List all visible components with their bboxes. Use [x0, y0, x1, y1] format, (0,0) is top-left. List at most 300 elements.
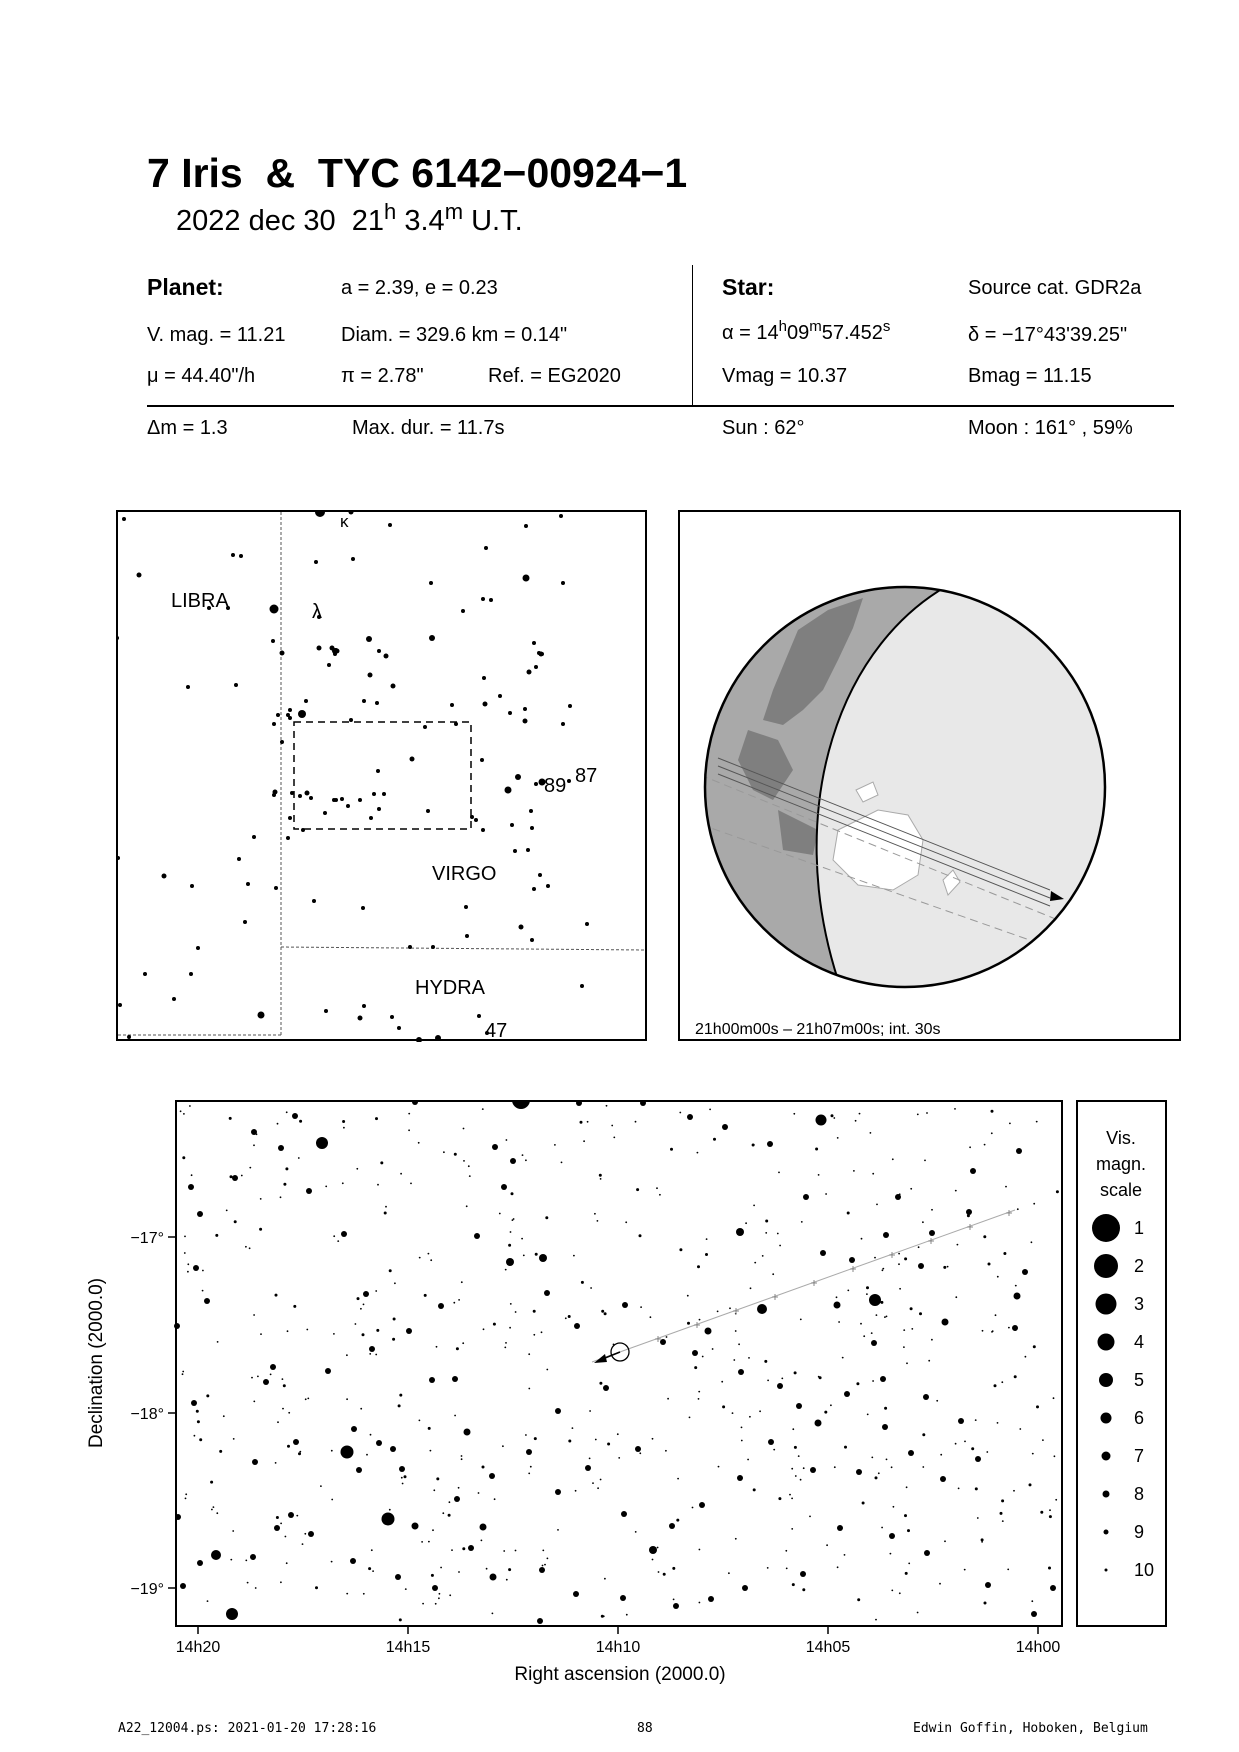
detail-star-faint: [911, 1328, 913, 1330]
detail-star: [480, 1524, 487, 1531]
detail-star-faint: [836, 1296, 838, 1298]
detail-star: [175, 1514, 181, 1520]
detail-star-faint: [185, 1498, 187, 1500]
detail-star-faint: [826, 1544, 828, 1546]
detail-star: [742, 1585, 748, 1591]
legend-dot-mag-8: [1103, 1491, 1110, 1498]
detail-star-faint: [673, 1599, 675, 1601]
detail-star-faint: [747, 1459, 749, 1461]
detail-star: [429, 1377, 435, 1383]
detail-star-faint: [856, 1382, 859, 1385]
detail-star-faint: [521, 1238, 523, 1240]
detail-star-faint: [421, 1541, 423, 1543]
detail-star-faint: [393, 1318, 396, 1321]
detail-star-faint: [967, 1214, 970, 1217]
detail-star-faint: [971, 1447, 974, 1450]
detail-star-faint: [876, 1204, 878, 1206]
detail-star: [800, 1571, 806, 1577]
detail-star-faint: [590, 1287, 592, 1289]
detail-star: [699, 1502, 705, 1508]
detail-star-faint: [981, 1541, 983, 1543]
finder-star: [429, 635, 435, 641]
finder-star: [237, 857, 241, 861]
detail-star-faint: [992, 1330, 994, 1332]
detail-star-faint: [276, 1516, 279, 1519]
detail-star-faint: [908, 1563, 910, 1565]
detail-star-faint: [557, 1529, 559, 1531]
detail-star-faint: [729, 1307, 731, 1309]
detail-star-faint: [670, 1148, 673, 1151]
finder-star: [239, 554, 243, 558]
max-duration: Max. dur. = 11.7s: [352, 417, 505, 439]
detail-star: [692, 1350, 698, 1356]
finder-star: [382, 792, 386, 796]
detail-star-faint: [1054, 1455, 1056, 1457]
detail-star: [306, 1188, 312, 1194]
detail-star-faint: [785, 1550, 787, 1552]
detail-star-faint: [580, 1121, 583, 1124]
finder-star: [280, 740, 284, 744]
finder-star: [324, 1009, 328, 1013]
detail-star-faint: [462, 1342, 464, 1344]
detail-star-faint: [494, 1498, 496, 1500]
detail-star-faint: [503, 1550, 505, 1552]
detail-star-faint: [436, 1346, 438, 1348]
detail-star: [489, 1473, 495, 1479]
detail-star-faint: [331, 1561, 333, 1563]
finder-star: [559, 514, 563, 518]
detail-star-faint: [502, 1445, 504, 1447]
event-date: 2022 dec 30: [176, 205, 336, 237]
detail-star-faint: [792, 1428, 794, 1430]
finder-star: [333, 652, 337, 656]
detail-star-faint: [482, 1466, 485, 1469]
finder-star: [361, 906, 365, 910]
detail-star-faint: [523, 1255, 525, 1257]
detail-star-faint: [926, 1112, 928, 1114]
detail-star-faint: [604, 1578, 606, 1580]
detail-star: [191, 1400, 197, 1406]
finder-star: [523, 719, 528, 724]
detail-star-faint: [677, 1478, 679, 1480]
detail-star: [708, 1596, 714, 1602]
detail-star-faint: [362, 1333, 365, 1336]
detail-star-faint: [867, 1414, 869, 1416]
detail-star: [687, 1114, 693, 1120]
legend-dot-mag-5: [1099, 1373, 1113, 1387]
detail-star-faint: [1031, 1600, 1033, 1602]
finder-star: [527, 670, 532, 675]
detail-star-faint: [1048, 1567, 1051, 1570]
detail-star-faint: [468, 1165, 470, 1167]
detail-star-faint: [745, 1222, 747, 1224]
detail-star-faint: [233, 1438, 235, 1440]
detail-star-faint: [187, 1263, 189, 1265]
detail-star-faint: [924, 1160, 926, 1162]
detail-star-faint: [659, 1194, 661, 1196]
detail-star-faint: [207, 1600, 209, 1602]
detail-star-faint: [1001, 1381, 1003, 1383]
detail-star-faint: [815, 1148, 818, 1151]
detail-star-faint: [461, 1458, 463, 1460]
detail-star-faint: [463, 1128, 465, 1130]
detail-star-faint: [522, 1154, 524, 1156]
detail-star: [252, 1459, 258, 1465]
finder-star: [312, 899, 316, 903]
detail-star-faint: [906, 1362, 908, 1364]
detail-star-faint: [260, 1333, 262, 1335]
detail-star: [250, 1554, 256, 1560]
detail-star-faint: [375, 1354, 377, 1356]
detail-star-faint: [944, 1540, 946, 1542]
detail-star-faint: [818, 1174, 820, 1176]
finder-star: [408, 945, 412, 949]
detail-star: [622, 1302, 628, 1308]
detail-star: [882, 1424, 888, 1430]
detail-star-faint: [997, 1276, 999, 1278]
detail-star: [263, 1379, 269, 1385]
finder-star: [585, 922, 589, 926]
detail-star-faint: [794, 1371, 797, 1374]
detail-star-faint: [599, 1382, 602, 1385]
detail-star-faint: [789, 1494, 791, 1496]
finder-star: [561, 722, 565, 726]
detail-star: [211, 1550, 221, 1560]
detail-star-faint: [282, 1408, 284, 1410]
detail-star-faint: [1036, 1405, 1039, 1408]
detail-star: [341, 1231, 347, 1237]
detail-star-faint: [298, 1157, 300, 1159]
time-suffix: U.T.: [471, 205, 523, 237]
detail-star: [918, 1263, 924, 1269]
detail-star-faint: [809, 1516, 811, 1518]
detail-star-faint: [765, 1220, 768, 1223]
detail-star-faint: [983, 1235, 986, 1238]
finder-star: [349, 718, 353, 722]
detail-star-faint: [762, 1255, 764, 1257]
detail-star-faint: [469, 1175, 471, 1177]
detail-star-faint: [964, 1569, 966, 1571]
detail-star-faint: [277, 1123, 279, 1125]
finder-star: [377, 649, 381, 653]
detail-star-faint: [792, 1583, 795, 1586]
detail-star-faint: [767, 1380, 769, 1382]
detail-star-faint: [882, 1269, 884, 1271]
detail-star-faint: [182, 1156, 185, 1159]
detail-star-faint: [699, 1549, 701, 1551]
detail-star-faint: [342, 1120, 345, 1123]
finder-star: [538, 873, 542, 877]
planet-motion: μ = 44.40"/h: [147, 365, 256, 387]
detail-star: [620, 1595, 626, 1601]
legend-title-line-2: magn.: [1095, 1154, 1147, 1174]
detail-star-faint: [428, 1427, 431, 1430]
detail-star-faint: [800, 1319, 802, 1321]
star-label-kappa: κ: [340, 512, 349, 531]
detail-star-faint: [881, 1527, 883, 1529]
detail-star-faint: [389, 1269, 392, 1272]
detail-star-faint: [663, 1573, 666, 1576]
legend-label-mag-5: 5: [1134, 1370, 1145, 1390]
detail-star-faint: [847, 1290, 849, 1292]
detail-star-faint: [545, 1216, 548, 1219]
detail-star-faint: [357, 1297, 360, 1300]
detail-star-faint: [183, 1113, 185, 1115]
detail-star: [1022, 1269, 1028, 1275]
detail-star-faint: [433, 1489, 435, 1491]
detail-star-faint: [863, 1335, 865, 1337]
detail-star-faint: [184, 1236, 186, 1238]
detail-star-faint: [215, 1234, 218, 1237]
detail-star-faint: [706, 1238, 708, 1240]
detail-star-faint: [182, 1371, 184, 1373]
detail-star-faint: [689, 1417, 691, 1419]
detail-star-faint: [899, 1592, 901, 1594]
detail-star: [452, 1376, 458, 1382]
finder-star: [523, 575, 530, 582]
detail-star-faint: [466, 1205, 468, 1207]
detail-star: [660, 1339, 666, 1345]
detail-star-faint: [697, 1152, 699, 1154]
detail-star-faint: [230, 1175, 233, 1178]
detail-star: [640, 1100, 646, 1106]
detail-star-faint: [458, 1487, 460, 1489]
detail-star: [975, 1456, 981, 1462]
detail-star-faint: [676, 1519, 679, 1522]
detail-star-faint: [435, 1603, 437, 1605]
detail-star-faint: [1001, 1499, 1004, 1502]
finder-star: [271, 639, 275, 643]
detail-star-faint: [947, 1266, 949, 1268]
detail-star-faint: [226, 1210, 228, 1212]
detail-star-faint: [325, 1186, 327, 1188]
detail-star-faint: [430, 1259, 432, 1261]
detail-star-faint: [293, 1305, 296, 1308]
detail-star-faint: [910, 1307, 913, 1310]
detail-star-faint: [530, 1466, 532, 1468]
finder-star: [122, 517, 126, 521]
x-axis-label: Right ascension (2000.0): [514, 1664, 726, 1685]
detail-star: [908, 1450, 914, 1456]
detail-star-faint: [857, 1598, 860, 1601]
detail-star-faint: [385, 1206, 387, 1208]
detail-star-faint: [392, 1338, 395, 1341]
detail-star-faint: [954, 1108, 956, 1110]
star-vmag: Vmag = 10.37: [722, 365, 848, 387]
constellation-libra: LIBRA: [171, 590, 229, 612]
detail-star-faint: [461, 1281, 463, 1283]
planet-orbit: a = 2.39, e = 0.23: [341, 277, 498, 299]
detail-star-faint: [886, 1459, 888, 1461]
star-label: Star:: [722, 274, 775, 300]
detail-star-faint: [360, 1408, 362, 1410]
detail-star-faint: [432, 1529, 434, 1531]
moon-info: Moon : 161° , 59%: [968, 417, 1133, 439]
constellation-hydra: HYDRA: [415, 977, 486, 999]
table-divider-horizontal: [147, 405, 1174, 407]
detail-star-faint: [1019, 1428, 1021, 1430]
detail-star-faint: [635, 1121, 637, 1123]
detail-star-faint: [712, 1348, 714, 1350]
finder-star: [305, 791, 310, 796]
detail-star-faint: [886, 1427, 888, 1429]
detail-star-faint: [607, 1443, 610, 1446]
detail-star: [351, 1426, 357, 1432]
detail-star-faint: [505, 1342, 507, 1344]
detail-star-faint: [280, 1523, 282, 1525]
detail-star-faint: [800, 1479, 802, 1481]
detail-star-faint: [375, 1117, 378, 1120]
detail-star-faint: [1036, 1121, 1038, 1123]
detail-star-faint: [791, 1498, 793, 1500]
page-title: 7 Iris & TYC 6142−00924−1: [147, 150, 688, 196]
detail-star-faint: [499, 1213, 501, 1215]
detail-star: [673, 1603, 679, 1609]
detail-star: [278, 1145, 284, 1151]
finder-star: [369, 816, 373, 820]
detail-star-faint: [1025, 1356, 1027, 1358]
detail-star-faint: [697, 1265, 700, 1268]
y-tick-18: −18°: [130, 1406, 164, 1423]
detail-star-faint: [777, 1233, 779, 1235]
legend-dot-mag-10: [1105, 1569, 1108, 1572]
finder-star: [388, 523, 392, 527]
finder-star: [390, 1015, 394, 1019]
detail-star-faint: [575, 1490, 577, 1492]
detail-star-faint: [772, 1273, 774, 1275]
detail-star-faint: [213, 1506, 215, 1508]
detail-star-faint: [298, 1452, 301, 1455]
detail-star-faint: [773, 1449, 775, 1451]
detail-star-faint: [1000, 1512, 1003, 1515]
magnitude-drop: Δm = 1.3: [147, 417, 228, 439]
detail-star-faint: [431, 1574, 434, 1577]
detail-star-faint: [436, 1477, 439, 1480]
detail-star-faint: [657, 1547, 659, 1549]
detail-star-faint: [515, 1311, 517, 1313]
detail-star: [573, 1591, 579, 1597]
finder-star: [286, 836, 290, 840]
detail-star-faint: [302, 1543, 304, 1545]
detail-star: [438, 1303, 444, 1309]
finder-star: [474, 818, 478, 822]
detail-star-faint: [305, 1398, 307, 1400]
detail-star-faint: [568, 1440, 571, 1443]
detail-star-faint: [449, 1594, 451, 1596]
detail-star-faint: [282, 1378, 284, 1380]
detail-star-faint: [735, 1538, 737, 1540]
detail-star-faint: [515, 1550, 517, 1552]
legend-label-mag-2: 2: [1134, 1256, 1145, 1276]
finder-star: [534, 782, 538, 786]
detail-star-faint: [260, 1198, 262, 1200]
finder-star: [366, 636, 372, 642]
detail-star-faint: [363, 1593, 365, 1595]
detail-star-faint: [699, 1319, 701, 1321]
detail-star-faint: [717, 1311, 719, 1313]
detail-star-faint: [256, 1133, 258, 1135]
detail-star: [736, 1228, 744, 1236]
detail-star-faint: [573, 1255, 575, 1257]
detail-star-faint: [542, 1550, 544, 1552]
detail-star: [576, 1100, 582, 1106]
detail-star-faint: [759, 1410, 761, 1412]
detail-star-faint: [656, 1187, 658, 1189]
finder-star: [532, 641, 536, 645]
detail-star-faint: [847, 1212, 850, 1215]
detail-star-faint: [679, 1112, 681, 1114]
detail-star-faint: [315, 1586, 318, 1589]
detail-star-faint: [449, 1501, 451, 1503]
finder-star: [498, 694, 502, 698]
detail-star-faint: [304, 1533, 306, 1535]
detail-star-faint: [211, 1509, 213, 1511]
detail-star: [193, 1265, 199, 1271]
finder-star: [290, 791, 294, 795]
detail-star-faint: [599, 1174, 602, 1177]
detail-star: [869, 1294, 881, 1306]
legend-label-mag-8: 8: [1134, 1484, 1145, 1504]
finder-star: [546, 884, 550, 888]
footer-author: Edwin Goffin, Hoboken, Belgium: [913, 1721, 1148, 1736]
detail-star-faint: [249, 1247, 251, 1249]
detail-star-faint: [368, 1567, 371, 1570]
detail-star: [537, 1618, 543, 1624]
detail-star-faint: [600, 1178, 602, 1180]
detail-star-faint: [456, 1347, 459, 1350]
detail-star-faint: [482, 1108, 484, 1110]
detail-star-faint: [838, 1321, 840, 1323]
detail-star-faint: [898, 1253, 900, 1255]
detail-star-faint: [197, 1420, 200, 1423]
detail-star: [464, 1429, 471, 1436]
finder-star: [323, 811, 327, 815]
detail-star-faint: [891, 1466, 893, 1468]
detail-star-faint: [871, 1457, 873, 1459]
detail-star-faint: [866, 1286, 869, 1289]
detail-star-faint: [666, 1336, 668, 1338]
detail-star-faint: [687, 1295, 689, 1297]
detail-star-faint: [969, 1146, 971, 1148]
star-label-87: 87: [575, 765, 598, 787]
detail-star-faint: [189, 1105, 191, 1107]
planet-label: Planet:: [147, 274, 224, 300]
detail-star-faint: [245, 1560, 247, 1562]
detail-star: [837, 1525, 843, 1531]
legend-dot-mag-7: [1102, 1452, 1111, 1461]
detail-star-faint: [855, 1120, 857, 1122]
detail-star: [382, 1513, 395, 1526]
detail-star-faint: [791, 1468, 793, 1470]
detail-star-faint: [533, 1310, 536, 1313]
detail-star: [274, 1525, 280, 1531]
detail-star-faint: [451, 1549, 453, 1551]
detail-star: [474, 1233, 480, 1239]
finder-star: [231, 553, 235, 557]
detail-star-faint: [732, 1412, 734, 1414]
finder-star: [477, 1014, 481, 1018]
detail-star: [856, 1469, 862, 1475]
detail-star-faint: [698, 1391, 700, 1393]
detail-star-faint: [595, 1439, 597, 1441]
detail-star-faint: [288, 1412, 290, 1414]
detail-star-faint: [1040, 1511, 1043, 1514]
detail-star-faint: [280, 1581, 282, 1583]
detail-star-faint: [786, 1568, 788, 1570]
detail-star-faint: [346, 1354, 348, 1356]
detail-star-faint: [878, 1472, 880, 1474]
detail-star-faint: [355, 1323, 357, 1325]
